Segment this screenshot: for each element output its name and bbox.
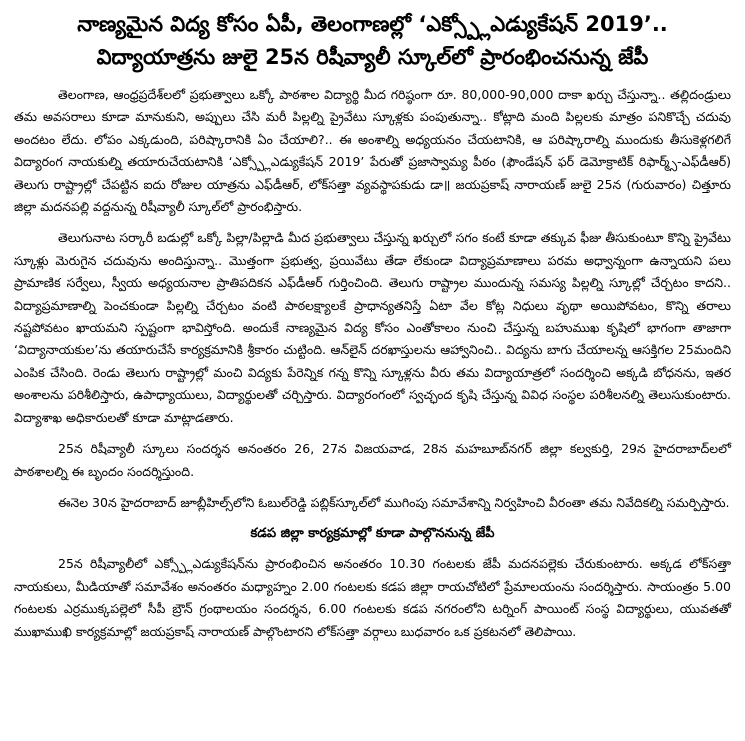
section-subheading: కడప జిల్లా కార్యక్రమాల్లో కూడా పాల్గొననున్న జేపీ: [250, 526, 495, 542]
paragraph-intro: తెలంగాణ, ఆంధ్రప్రదేశ్‌లలో ప్రభుత్వాలు ఒక్కో పాఠశాల విద్యార్థి మీద గరిష్ఠంగా రూ. 80,000-90,000 దాకా ఖర్చు చేస్తున్నా.. తల్లిదండ్రులు తమ అవసరాలు కూడా మానుకుని, అప్పులు చేసి మరీ పిల్లల్ని ప్రైవేటు స్కూళ్లకు పంపుతున్నా.. కోట్లాది మంది పిల్లలకు మాత్రం పనికొచ్చే చదువు అందటం లేదు. లోపం ఎక్కడుంది, పరిష్కారానికి ఏం చేయాలి?.. ఈ అంశాల్ని అధ్యయనం చేయటానికి, ఆ పరిష్కారాల్ని ముందుకు తీసుకెళ్లగలిగే విద్యారంగ నాయకుల్ని తయారుచేయటానికి ‘ఎక్స్ప్లోఎడ్యుకేషన్ 2019’ పేరుతో ప్రజాస్వామ్య పీఠం (ఫౌండేషన్ ఫర్ డెమోక్రాటిక్ రిఫార్మ్స్-ఎఫ్‌డీఆర్) తెలుగు రాష్ట్రాల్లో చేపట్టిన ఐదు రోజుల యాత్రను ఎఫ్‌డీఆర్, లోక్‌సత్తా వ్యవస్థాపకుడు డా॥ జయప్రకాష్ నారాయణ్ జులై 25న (గురువారం) చిత్తూరు జిల్లా మదనపల్లి వద్దనున్న రిషీవ్యాలీ స్కూల్‌లో ప్రారంభిస్తారు.: [14, 87, 731, 215]
paragraph-background: తెలుగునాట సర్కారీ బడుల్లో ఒక్కో పిల్లా/పిల్లాడి మీద ప్రభుత్వాలు చేస్తున్న ఖర్చులో సగం కంటే కూడా తక్కువ ఫీజు తీసుకుంటూ కొన్ని ప్రైవేటు స్కూళ్లు మెరుగైన చదువును అందిస్తున్నా.. మొత్తంగా ప్రభుత్వ, ప్రయివేటు తేడా లేకుండా విద్యాప్రమాణాలు పరమ అధ్వాన్నంగా ఉన్నాయని పలు ప్రామాణిక సర్వేలు, స్వీయ అధ్యయనాల ప్రాతిపదికన ఎఫ్‌డీఆర్ గుర్తించింది. తెలుగు రాష్ట్రాల ముందున్న సమస్య పిల్లల్ని స్కూల్లో చేర్చటం కాదని.. విద్యాప్రమాణాల్ని పెంచకుండా పిల్లల్ని చేర్చటం వంటి పాఠలక్ష్యాలకే ప్రాధాన్యతనిస్తే ఏటా వేల కోట్ల నిధులు వృథా అయిపోవటం, కొన్ని తరాలు నష్టపోవటం ఖాయమని స్పష్టంగా భావిస్తోంది. అందుకే నాణ్యమైన విద్య కోసం ఎంతోకాలం నుంచి చేస్తున్న బహుముఖ కృషిలో భాగంగా తాజాగా ‘విద్యానాయకుల’ను తయారుచేసే కార్యక్రమానికి శ్రీకారం చుట్టింది. ఆన్‌లైన్ దరఖాస్తులను ఆహ్వానించి.. విద్యను బాగు చేయాలన్న ఆసక్తిగల 25మందిని ఎంపిక చేసింది. రెండు తెలుగు రాష్ట్రాల్లో మంచి విద్యకు పేరెన్నిక గన్న కొన్ని స్కూళ్లను వీరు తమ విద్యాయాత్రలో సందర్శించి అక్కడి బోధనను, ఇతర అంశాలను పరిశీలిస్తారు, ఉపాధ్యాయులు, విద్యార్థులతో చర్చిస్తారు. విద్యారంగంలో స్వచ్ఛంద కృషి చేస్తున్న వివిధ సంస్థల పరిశీలనల్ని తెలుసుకుంటారు. విద్యాశాఖ అధికారులతో కూడా మాట్లాడతారు.: [14, 230, 731, 425]
headline-line-2: విద్యాయాత్రను జులై 25న రిషీవ్యాలీ స్కూల్‌లో ప్రారంభించనున్న జేపీ: [96, 45, 649, 69]
headline-line-1: నాణ్యమైన విద్య కోసం ఏపీ, తెలంగాణల్లో ‘ఎక్స్ప్లోఎడ్యుకేషన్ 2019’..: [77, 12, 668, 36]
article-headline: [14, 8, 731, 74]
paragraph-kadapa-schedule: 25న రిషీవ్యాలీలో ఎక్స్ప్లోఎడ్యుకేషన్‌ను ప్రారంభించిన అనంతరం 10.30 గంటలకు జేపీ మదనపల్లెకు చేరుకుంటారు. అక్కడ లోక్‌సత్తా నాయకులు, మీడియాతో సమావేశం అనంతరం మధ్యాహ్నం 2.00 గంటలకు కడప జిల్లా రాయచోటిలో ప్రేమాలయంను సందర్శిస్తారు. సాయంత్రం 5.00 గంటలకు ఎర్రముక్కపల్లెలో సీపీ బ్రౌన్ గ్రంథాలయం సందర్శన, 6.00 గంటలకు కడప నగరంలోని టర్నింగ్ పాయింట్ సంస్థ విద్యార్థులు, యువతతో ముఖాముఖి కార్యక్రమాల్లో జయప్రకాష్ నారాయణ్ పాల్గొంటారని లోక్‌సత్తా వర్గాలు బుధవారం ఒక ప్రకటనలో తెలిపాయి.: [14, 556, 731, 639]
paragraph-conclusion-meeting: ఈనెల 30న హైదరాబాద్ జూబ్లీహిల్స్‌లోని ఓబుల్‌రెడ్డి పబ్లిక్‌స్కూల్‌లో ముగింపు సమావేశాన్ని నిర్వహించి వీరంతా తమ నివేదికల్ని సమర్పిస్తారు.: [58, 494, 730, 510]
paragraph-itinerary: 25న రిషీవ్యాలీ స్కూలు సందర్శన అనంతరం 26, 27న విజయవాడ, 28న మహబూబ్‌నగర్ జిల్లా కల్వకుర్తి, 29న హైదరాబాద్‌లలో పాఠశాలల్ని ఈ బృందం సందర్శిస్తుంది.: [14, 441, 731, 479]
